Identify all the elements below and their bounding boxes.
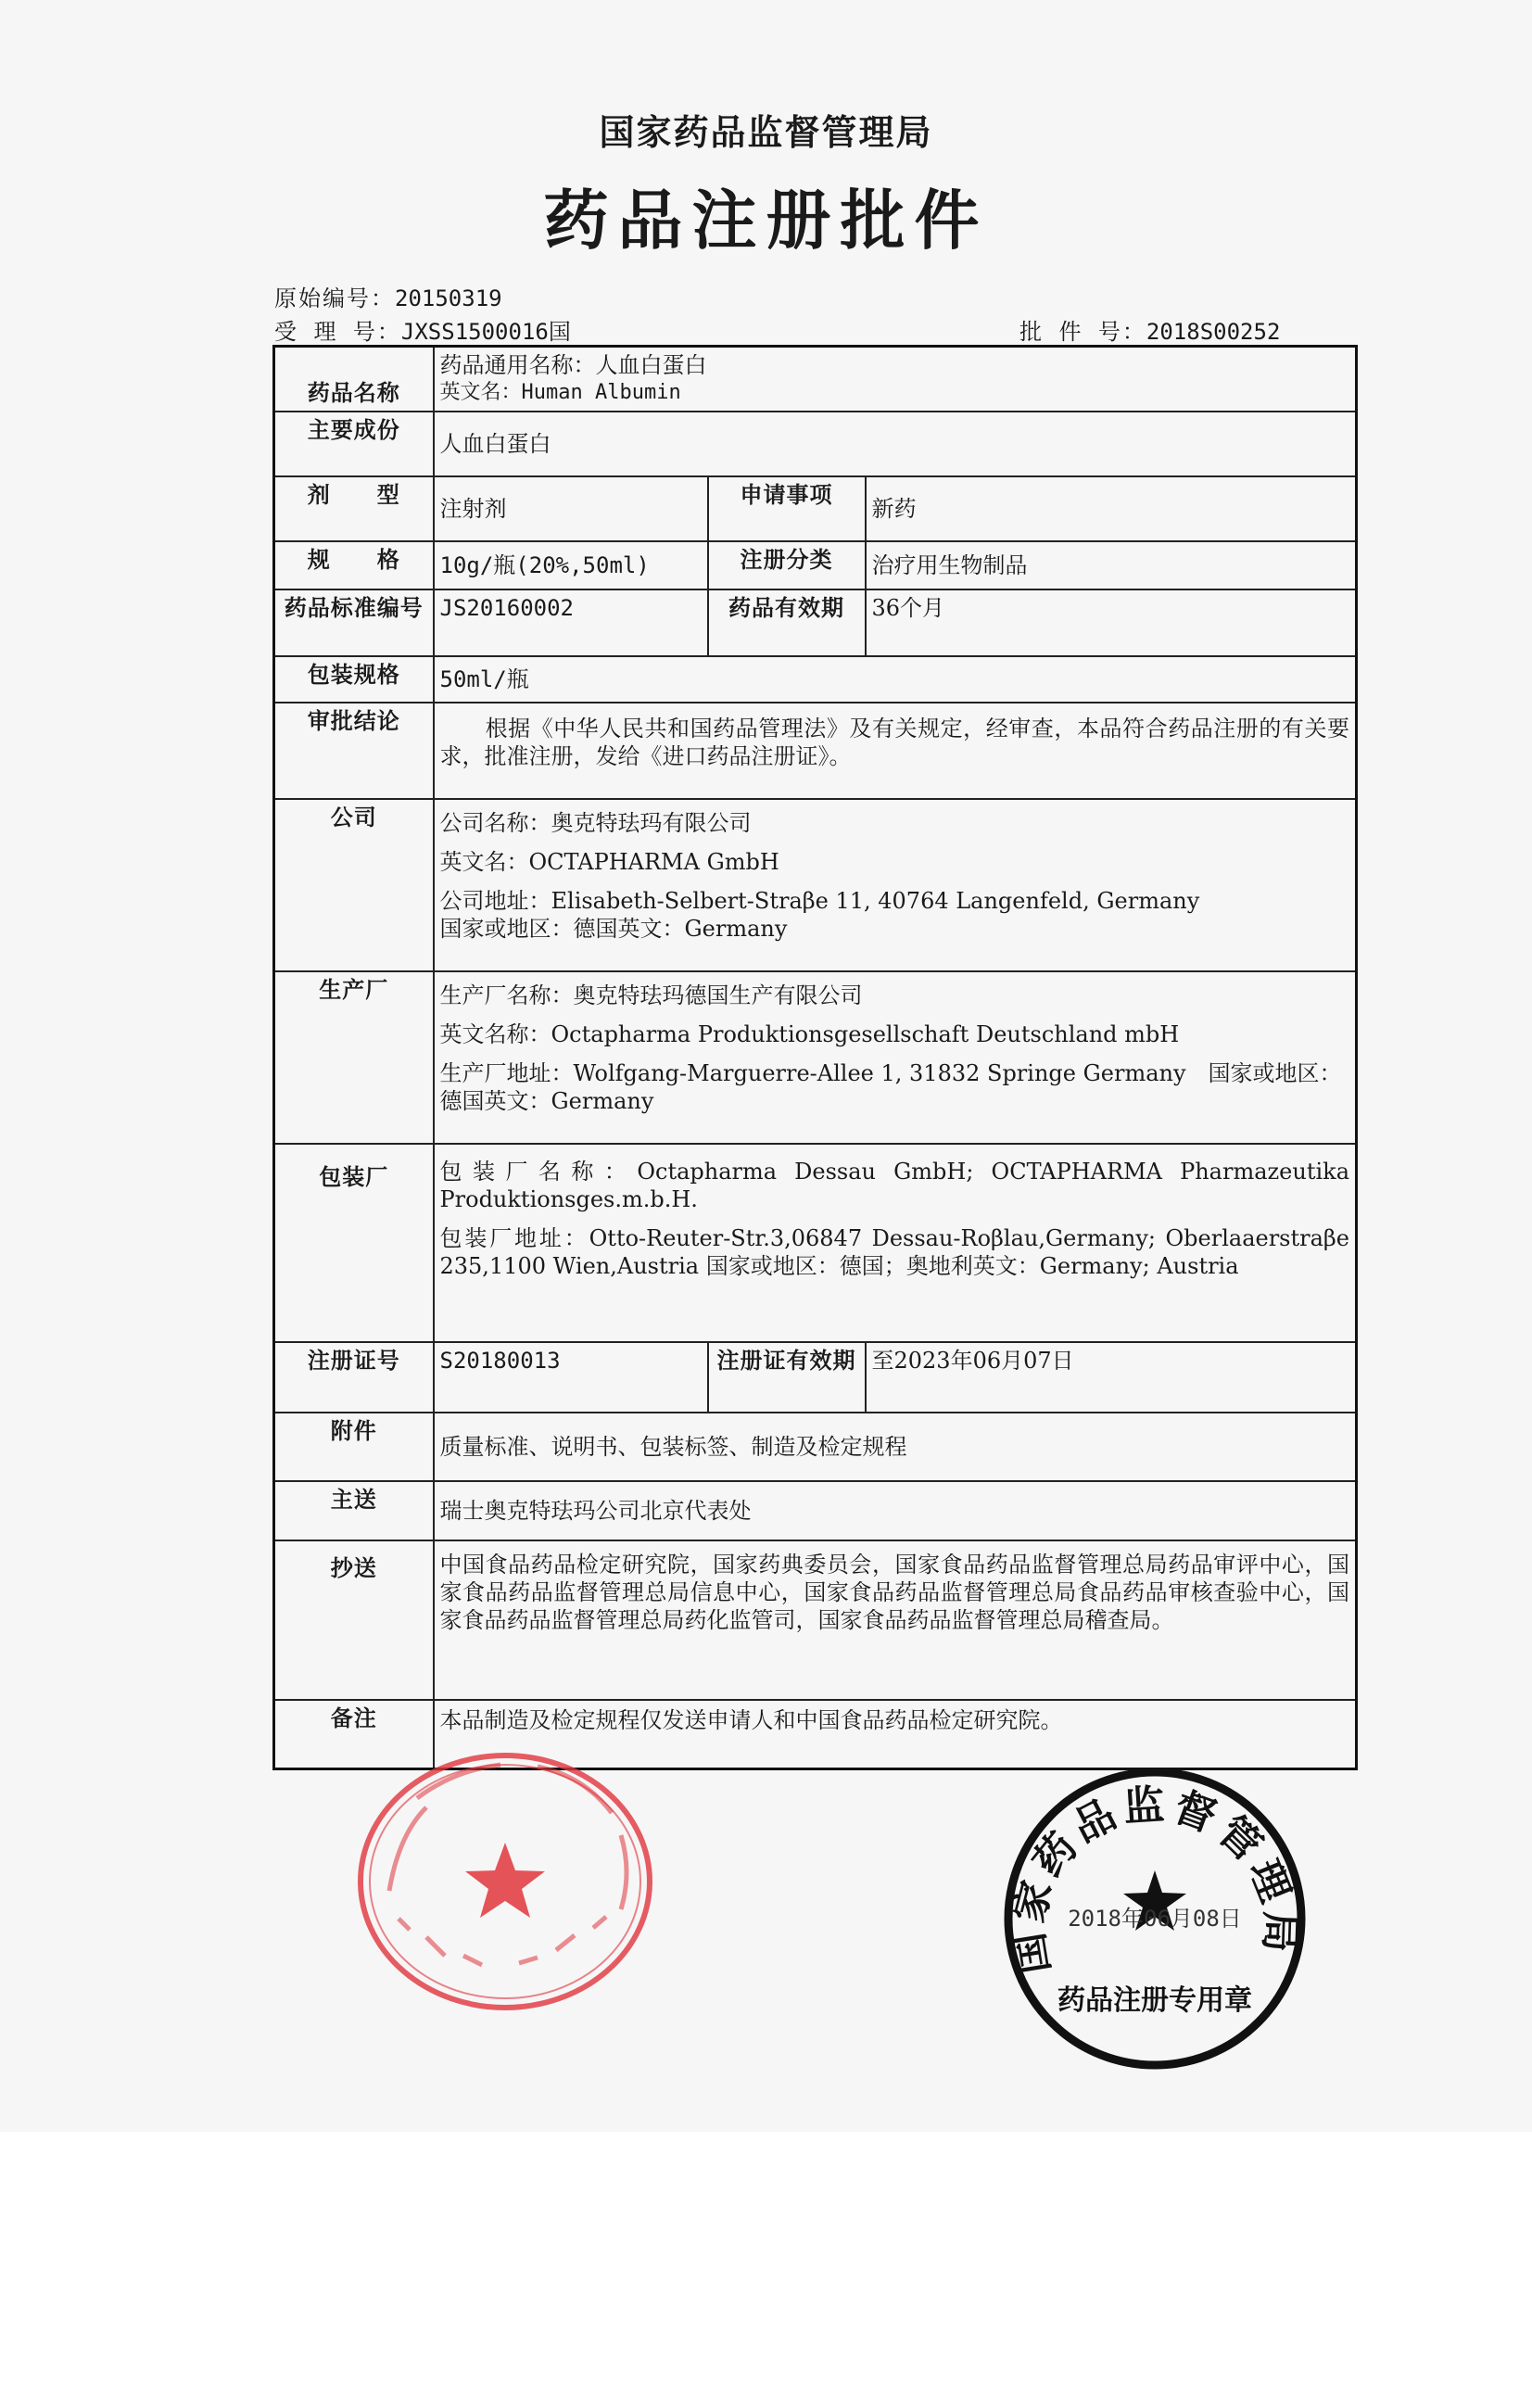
company-english-name: 英文名：OCTAPHARMA GmbH bbox=[439, 849, 779, 875]
registration-category-label: 注册分类 bbox=[708, 541, 866, 589]
red-company-seal bbox=[352, 1743, 658, 2021]
acceptance-number-label: 受 理 号： bbox=[274, 319, 401, 345]
row-dosage-form bbox=[274, 476, 1357, 541]
packager-label: 包装厂 bbox=[274, 1144, 434, 1342]
company-region: 国家或地区：德国英文：Germany bbox=[439, 916, 788, 942]
standard-number-value: JS20160002 bbox=[434, 589, 708, 656]
main-ingredient-label: 主要成份 bbox=[274, 412, 434, 476]
acceptance-number-value: JXSS1500016国 bbox=[400, 319, 571, 345]
row-drug-name bbox=[274, 347, 1357, 412]
english-name: 英文名：Human Albumin bbox=[439, 381, 681, 404]
seal-purpose: 药品注册专用章 bbox=[1057, 1984, 1252, 2017]
registration-category-value: 治疗用生物制品 bbox=[866, 541, 1357, 589]
star-icon bbox=[465, 1843, 545, 1918]
cc-label: 抄送 bbox=[274, 1540, 434, 1700]
row-registration bbox=[274, 1342, 1357, 1413]
row-main-ingredient bbox=[274, 412, 1357, 476]
attachments-label: 附件 bbox=[274, 1413, 434, 1481]
row-specification bbox=[274, 541, 1357, 589]
validity-label: 药品有效期 bbox=[708, 589, 866, 656]
drug-name-label: 药品名称 bbox=[274, 347, 434, 412]
remarks-value: 本品制造及检定规程仅发送申请人和中国食品药品检定研究院。 bbox=[434, 1700, 1357, 1768]
original-number-value: 20150319 bbox=[395, 285, 502, 311]
row-attachments bbox=[274, 1413, 1357, 1481]
row-packaging-spec bbox=[274, 656, 1357, 703]
registration-validity-value: 至2023年06月07日 bbox=[866, 1342, 1357, 1413]
row-cc bbox=[274, 1540, 1357, 1700]
dosage-form-value: 注射剂 bbox=[434, 476, 708, 541]
drug-name-cell bbox=[434, 347, 1357, 412]
packager-name: 包装厂名称：Octapharma Dessau GmbH; OCTAPHARMA Pharmazeutika Produktionsges.m.b.H. bbox=[439, 1159, 1350, 1212]
specification-value: 10g/瓶(20%,50ml) bbox=[434, 541, 708, 589]
dosage-form-label: 剂 型 bbox=[274, 476, 434, 541]
black-approval-seal bbox=[997, 1761, 1312, 2076]
row-company bbox=[274, 799, 1357, 971]
packager-address: 包装厂地址：Otto-Reuter-Str.3,06847 Dessau-Roβlau,Germany; Oberlaaerstraβe 235,1100 Wien,Austria 国家或地区：德国；奥地利英文：Germany; Austria bbox=[439, 1225, 1350, 1279]
row-packager bbox=[274, 1144, 1357, 1342]
row-conclusion bbox=[274, 703, 1357, 799]
seal-outer-text: 国家药品监督管理局 bbox=[1005, 1781, 1304, 1978]
company-name: 公司名称：奥克特珐玛有限公司 bbox=[439, 810, 752, 836]
generic-name: 药品通用名称：人血白蛋白 bbox=[439, 352, 707, 378]
original-number bbox=[274, 280, 502, 312]
remarks-label: 备注 bbox=[274, 1700, 434, 1768]
manufacturer-address: 生产厂地址：Wolfgang-Marguerre-Allee 1, 31832 Springe Germany 国家或地区：德国英文：Germany bbox=[439, 1060, 1342, 1114]
company-label: 公司 bbox=[274, 799, 434, 971]
approval-number-value: 2018S00252 bbox=[1146, 319, 1281, 345]
issuing-authority: 国家药品监督管理局 bbox=[599, 112, 933, 153]
recipient-value: 瑞士奥克特珐玛公司北京代表处 bbox=[434, 1481, 1357, 1540]
registration-number-label: 注册证号 bbox=[274, 1342, 434, 1413]
standard-number-label: 药品标准编号 bbox=[274, 589, 434, 656]
packaging-spec-value: 50ml/瓶 bbox=[434, 656, 1357, 703]
row-manufacturer bbox=[274, 971, 1357, 1144]
conclusion-value: 根据《中华人民共和国药品管理法》及有关规定，经审查，本品符合药品注册的有关要求，批准注册，发给《进口药品注册证》。 bbox=[434, 703, 1357, 799]
company-address: 公司地址：Elisabeth-Selbert-Straβe 11, 40764 Langenfeld, Germany bbox=[439, 888, 1200, 914]
acceptance-number bbox=[274, 313, 571, 346]
validity-value: 36个月 bbox=[866, 589, 1357, 656]
conclusion-label: 审批结论 bbox=[274, 703, 434, 799]
seal-date: 2018年06月08日 bbox=[1068, 1906, 1242, 1932]
recipient-label: 主送 bbox=[274, 1481, 434, 1540]
original-number-label: 原始编号： bbox=[274, 285, 395, 311]
approval-number-label: 批 件 号： bbox=[1019, 319, 1146, 345]
attachments-value: 质量标准、说明书、包装标签、制造及检定规程 bbox=[434, 1413, 1357, 1481]
document-title: 药品注册批件 bbox=[543, 183, 989, 259]
application-item-value: 新药 bbox=[866, 476, 1357, 541]
company-cell bbox=[434, 799, 1357, 971]
manufacturer-name: 生产厂名称：奥克特珐玛德国生产有限公司 bbox=[439, 982, 863, 1008]
main-ingredient-value: 人血白蛋白 bbox=[434, 412, 1357, 476]
cc-value: 中国食品药品检定研究院，国家药典委员会，国家食品药品监督管理总局药品审评中心，国家食品药品监督管理总局信息中心，国家食品药品监督管理总局食品药品审核查验中心，国家食品药品监督管理总局药化监管司，国家食品药品监督管理总局稽查局。 bbox=[434, 1540, 1357, 1700]
approval-number bbox=[1019, 313, 1280, 346]
row-standard bbox=[274, 589, 1357, 656]
manufacturer-english-name: 英文名称：Octapharma Produktionsgesellschaft Deutschland mbH bbox=[439, 1021, 1180, 1047]
specification-label: 规 格 bbox=[274, 541, 434, 589]
manufacturer-cell bbox=[434, 971, 1357, 1144]
manufacturer-label: 生产厂 bbox=[274, 971, 434, 1144]
registration-number-value: S20180013 bbox=[434, 1342, 708, 1413]
packaging-spec-label: 包装规格 bbox=[274, 656, 434, 703]
application-item-label: 申请事项 bbox=[708, 476, 866, 541]
approval-table bbox=[272, 345, 1358, 1770]
packager-cell bbox=[434, 1144, 1357, 1342]
row-recipient bbox=[274, 1481, 1357, 1540]
registration-validity-label: 注册证有效期 bbox=[708, 1342, 866, 1413]
